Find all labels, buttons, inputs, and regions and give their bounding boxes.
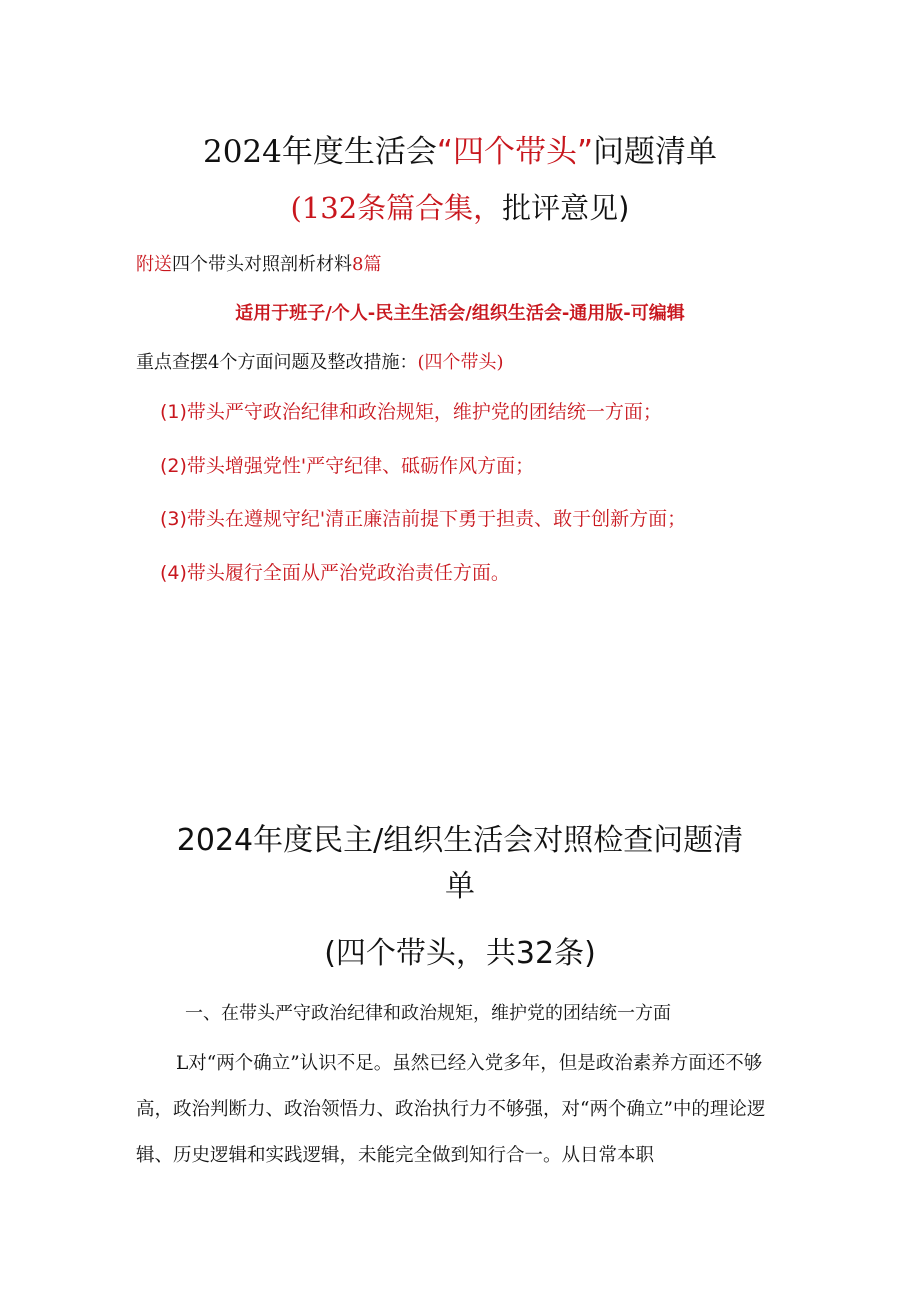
attachment-text: 四个带头对照剖析材料 <box>172 254 352 275</box>
focus-note: (四个带头) <box>417 352 504 373</box>
main-title <box>0 132 920 172</box>
main-subtitle-suffix: 批评意见) <box>502 191 630 225</box>
main-title-quote: “四个带头” <box>436 134 594 170</box>
focus-item-4: (4)带头履行全面从严治党政治责任方面。 <box>160 562 510 584</box>
checklist-subtitle: (四个带头，共32条) <box>324 936 596 971</box>
attachment-line <box>136 252 381 278</box>
attachment-count: 8篇 <box>352 254 382 275</box>
attachment-prefix: 附送 <box>136 254 172 275</box>
paragraph-one <box>136 1041 796 1179</box>
checklist-title-line2: 单 <box>445 869 475 904</box>
main-title-suffix: 问题清单 <box>593 134 718 170</box>
focus-item-1: (1)带头严守政治纪律和政治规矩，维护党的团结统一方面； <box>160 401 662 423</box>
main-subtitle-prefix: (132 <box>290 191 358 225</box>
checklist-title <box>0 818 920 910</box>
focus-intro: 重点查摆4个方面问题及整改措施： <box>136 352 418 373</box>
main-title-prefix: 2024年度生活会 <box>202 134 437 170</box>
focus-item-2: (2)带头增强党性'严守纪律、砥砺作风方面； <box>160 455 535 477</box>
focus-intro-line <box>136 350 504 376</box>
section-heading-one: 一、在带头严守政治纪律和政治规矩，维护党的团结统一方面 <box>185 1003 671 1024</box>
focus-item-3: (3)带头在遵规守纪'清正廉洁前提下勇于担责、敢于创新方面； <box>160 508 687 530</box>
paragraph-one-text: L对“两个确立”认识不足。虽然已经入党多年，但是政治素养方面还不够高，政治判断力、政治领悟力、政治执行力不够强，对“两个确立”中的理论逻辑、历史逻辑和实践逻辑，未能完全做到知行合一。从日常本职 <box>136 1053 766 1166</box>
main-subtitle-red: 条篇合集， <box>357 191 503 225</box>
applicable-scope: 适用于班子/个人-民主生活会/组织生活会-通用版-可编辑 <box>235 303 685 324</box>
checklist-title-line1: 2024年度民主/组织生活会对照检查问题清 <box>176 823 744 858</box>
main-subtitle <box>0 188 920 228</box>
